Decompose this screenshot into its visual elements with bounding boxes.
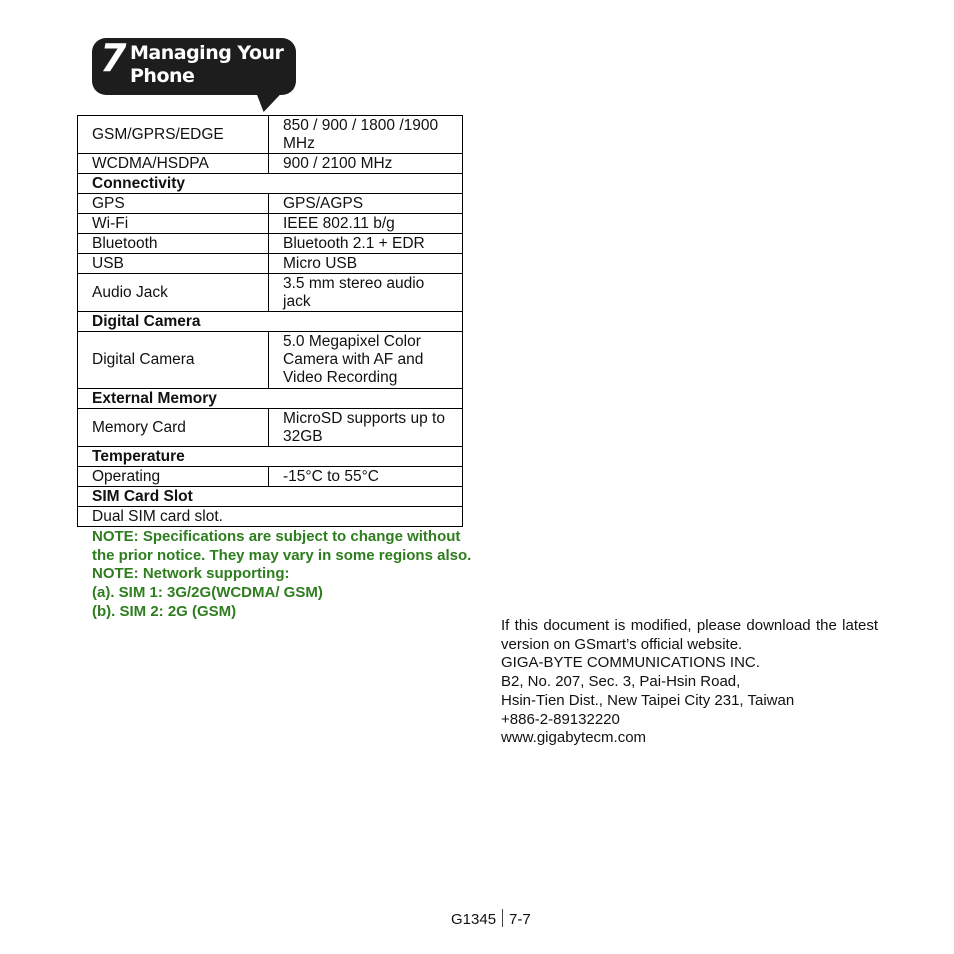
spec-label: GSM/GPRS/EDGE <box>78 116 269 154</box>
table-row <box>78 116 463 154</box>
spec-value: GPS/AGPS <box>269 194 463 214</box>
company-address-line1: B2, No. 207, Sec. 3, Pai-Hsin Road, <box>501 673 741 691</box>
chapter-title: Managing Your Phone <box>130 42 284 87</box>
spec-value: 850 / 900 / 1800 /1900 MHz <box>269 116 463 154</box>
company-website: www.gigabytecm.com <box>501 729 647 747</box>
company-name: GIGA-BYTE COMMUNICATIONS INC. <box>501 654 760 672</box>
spec-label: Audio Jack <box>78 274 269 312</box>
table-section-row <box>78 487 463 507</box>
section-heading: Temperature <box>78 447 463 467</box>
company-address-line2: Hsin-Tien Dist., New Taipei City 231, Taiwan <box>501 691 795 709</box>
spec-label: WCDMA/HSDPA <box>78 154 269 174</box>
table-section-row <box>78 389 463 409</box>
spec-full-row: Dual SIM card slot. <box>78 507 463 527</box>
table-section-row <box>78 312 463 332</box>
note-sim2: (b). SIM 2: 2G (GSM) <box>92 602 237 620</box>
note-specifications: NOTE: Specifications are subject to change without the prior notice. They may vary in some regions also. <box>92 528 472 564</box>
table-row <box>78 467 463 487</box>
page-footer <box>451 909 531 930</box>
spec-value: -15°C to 55°C <box>269 467 463 487</box>
table-section-row <box>78 447 463 467</box>
specifications-table <box>77 115 463 527</box>
table-section-row <box>78 174 463 194</box>
note-sim1: (a). SIM 1: 3G/2G(WCDMA/ GSM) <box>92 584 323 602</box>
table-row <box>78 234 463 254</box>
notes-block <box>92 528 472 622</box>
spec-value: 3.5 mm stereo audio jack <box>269 274 463 312</box>
note-network: NOTE: Network supporting: <box>92 565 290 583</box>
spec-value: 5.0 Megapixel Color Camera with AF and Video Recording <box>269 332 463 389</box>
page-number: 7-7 <box>509 911 531 928</box>
table-row <box>78 254 463 274</box>
company-phone: +886-2-89132220 <box>501 710 620 728</box>
document-notice: If this document is modified, please download the latest version on GSmart’s official website. <box>501 617 878 653</box>
company-info <box>501 617 878 748</box>
table-row <box>78 194 463 214</box>
table-row <box>78 154 463 174</box>
section-heading: Connectivity <box>78 174 463 194</box>
model-number: G1345 <box>451 911 497 928</box>
section-heading: SIM Card Slot <box>78 487 463 507</box>
spec-label: Memory Card <box>78 409 269 447</box>
table-row <box>78 409 463 447</box>
spec-value: MicroSD supports up to 32GB <box>269 409 463 447</box>
spec-value: Bluetooth 2.1 + EDR <box>269 234 463 254</box>
table-row <box>78 274 463 312</box>
spec-label: GPS <box>78 194 269 214</box>
spec-label: Wi-Fi <box>78 214 269 234</box>
spec-value: IEEE 802.11 b/g <box>269 214 463 234</box>
section-heading: Digital Camera <box>78 312 463 332</box>
table-row <box>78 507 463 527</box>
spec-label: Bluetooth <box>78 234 269 254</box>
table-row <box>78 332 463 389</box>
spec-label: Digital Camera <box>78 332 269 389</box>
chapter-number: 7 <box>100 36 127 80</box>
chapter-header-tail <box>246 88 287 112</box>
table-row <box>78 214 463 234</box>
spec-label: Operating <box>78 467 269 487</box>
section-heading: External Memory <box>78 389 463 409</box>
footer-divider <box>502 909 503 927</box>
spec-value: 900 / 2100 MHz <box>269 154 463 174</box>
spec-value: Micro USB <box>269 254 463 274</box>
spec-label: USB <box>78 254 269 274</box>
